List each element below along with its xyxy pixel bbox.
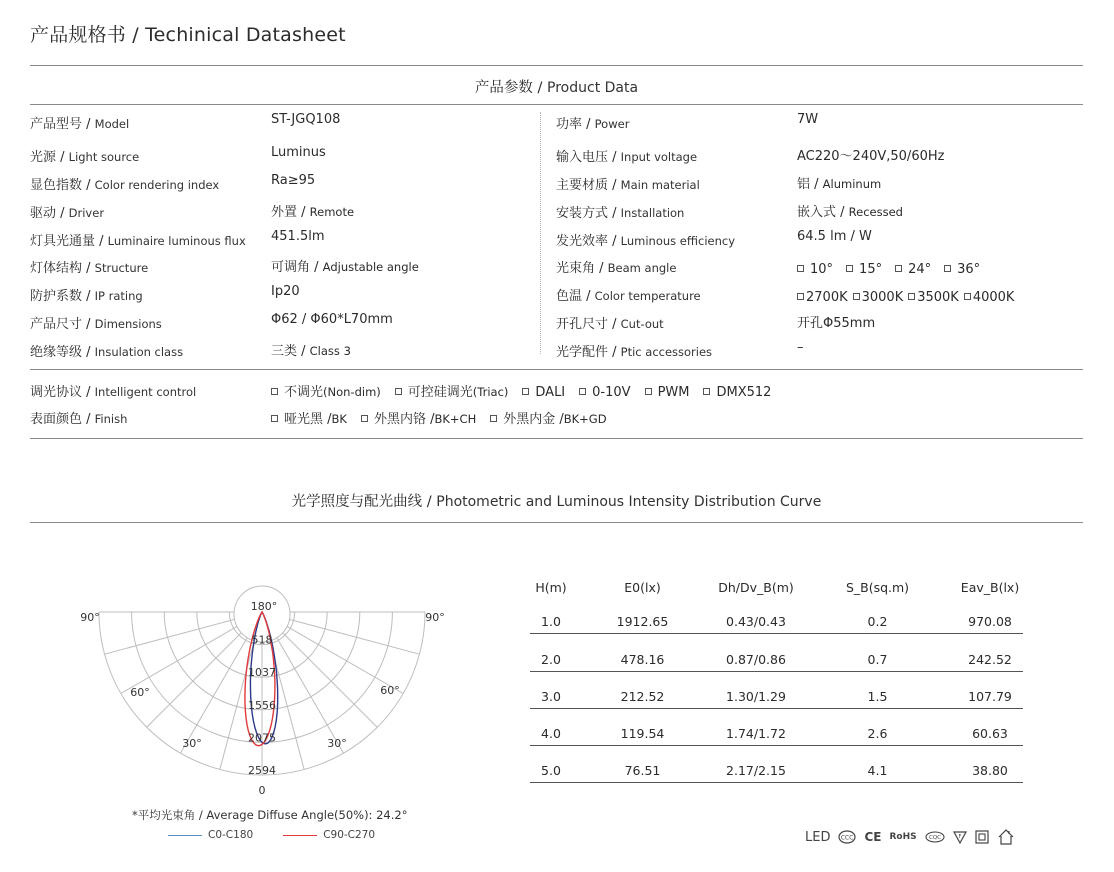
checkbox-icon	[361, 415, 368, 422]
table-cell: 0.7	[867, 652, 888, 667]
checkbox-icon	[579, 388, 586, 395]
spec-value	[271, 173, 315, 188]
beam-angle-option[interactable]	[944, 262, 980, 277]
cqc-icon	[925, 831, 945, 843]
divider	[30, 438, 1083, 439]
finish-option[interactable]	[361, 408, 476, 427]
table-cell: 242.52	[968, 652, 1012, 667]
product-data-heading-en: Product Data	[547, 80, 639, 96]
angle-label-90-right: 90°	[425, 611, 445, 624]
svg-text:F: F	[958, 833, 962, 840]
table-header-cell: Eav_B(lx)	[960, 580, 1020, 595]
polar-grid	[99, 586, 425, 775]
spec-value	[797, 340, 804, 355]
spec-label-cn: 主要材质 /	[556, 178, 621, 193]
control-option-en: DALI	[535, 385, 566, 400]
finish-label-en: Finish	[94, 412, 128, 426]
checkbox-icon	[271, 415, 278, 422]
svg-text:CCC: CCC	[841, 834, 854, 842]
checkbox-icon	[853, 293, 860, 300]
checkbox-icon	[944, 265, 951, 272]
spec-label-en: Dimensions	[94, 317, 162, 331]
table-cell: 60.63	[972, 726, 1008, 741]
spec-label-cn: 光学配件 /	[556, 345, 621, 360]
spec-label-cn: 灯体结构 /	[30, 261, 95, 276]
beam-angle-value: 10°	[810, 262, 834, 277]
table-cell: 3.0	[541, 689, 561, 704]
spec-value	[271, 201, 354, 220]
house-icon	[997, 829, 1015, 845]
table-cell: 1912.65	[616, 614, 669, 629]
control-option-en: PWM	[657, 385, 690, 400]
table-cell: 0.87/0.86	[726, 652, 786, 667]
spec-label	[556, 230, 735, 249]
spec-value-text: 7W	[797, 112, 819, 127]
spec-value-en: Aluminum	[822, 177, 882, 191]
angle-label-0: 0	[258, 784, 266, 797]
document-title: 产品规格书 / Techinical Datasheet	[30, 24, 346, 46]
divider	[30, 104, 1083, 105]
checkbox-icon	[271, 388, 278, 395]
spec-label-en: Beam angle	[607, 261, 677, 275]
angle-label-90-left: 90°	[80, 611, 100, 624]
divider	[30, 65, 1083, 66]
table-cell: 2.0	[541, 652, 561, 667]
beam-angle-value: 15°	[859, 262, 883, 277]
control-option-en: DMX512	[716, 385, 772, 400]
legend-swatch	[168, 835, 202, 836]
divider	[30, 522, 1083, 523]
beam-angle-value: 24°	[908, 262, 932, 277]
color-temp-value: 3000K	[861, 290, 904, 305]
spec-value	[271, 284, 300, 299]
table-row	[530, 614, 1023, 634]
legend-label: C90-C270	[323, 829, 376, 841]
spec-label-en: Cut-out	[620, 317, 664, 331]
finish-option-cn: 哑光黑 /	[284, 412, 332, 427]
finish-label-cn: 表面颜色 /	[30, 412, 95, 427]
color-temp-option[interactable]	[964, 290, 1015, 305]
table-cell: 478.16	[620, 652, 665, 667]
spec-label-en: Installation	[620, 206, 685, 220]
spec-label	[556, 341, 712, 360]
finish-option[interactable]	[271, 408, 347, 427]
spec-label	[30, 341, 183, 360]
spec-label	[556, 202, 684, 221]
spec-value-cn: 外置 /	[271, 205, 310, 220]
spec-label-cn: 显色指数 /	[30, 178, 95, 193]
beam-angle-value: 36°	[957, 262, 981, 277]
legend-item	[283, 829, 375, 841]
spec-value-en: Adjustable angle	[322, 260, 419, 274]
spec-label-cn: 绝缘等级 /	[30, 345, 95, 360]
ce-icon: CE	[864, 830, 882, 844]
table-cell: 4.0	[541, 726, 561, 741]
certification-marks	[805, 829, 1023, 845]
angle-label-60-left: 60°	[130, 686, 150, 699]
table-cell: 107.79	[968, 689, 1012, 704]
checkbox-icon	[846, 265, 853, 272]
spec-label-cn: 开孔尺寸 /	[556, 317, 621, 332]
spec-label	[30, 146, 139, 165]
spec-label	[556, 257, 676, 276]
control-option-cn: 可控硅调光	[407, 385, 473, 400]
spec-label	[30, 113, 129, 132]
color-temp-value: 2700K	[806, 290, 848, 305]
table-cell: 119.54	[620, 726, 665, 741]
spec-label-en: Ptic accessories	[620, 345, 713, 359]
color-temp-value: 4000K	[972, 290, 1015, 305]
led-mark: LED	[805, 829, 831, 845]
finish-option-cn: 外黑内铬 /	[373, 412, 435, 427]
spec-label-en: Luminous efficiency	[620, 234, 736, 248]
spec-value-cn: 可调角 /	[271, 260, 323, 275]
spec-label	[30, 313, 162, 332]
beam-angle-option[interactable]	[797, 262, 833, 277]
table-cell: 1.74/1.72	[726, 726, 786, 741]
control-label-en: Intelligent control	[94, 385, 197, 399]
table-cell: 2.6	[867, 726, 888, 741]
control-option[interactable]	[703, 385, 771, 400]
table-header-cell: H(m)	[535, 580, 567, 595]
beam-angle-option[interactable]	[895, 262, 931, 277]
control-option[interactable]	[271, 381, 381, 400]
spec-label-cn: 发光效率 /	[556, 234, 621, 249]
spec-label-cn: 光源 /	[30, 150, 69, 165]
checkbox-icon	[908, 293, 915, 300]
spec-label-cn: 驱动 /	[30, 206, 69, 221]
spec-value	[271, 145, 326, 160]
checkbox-icon	[797, 293, 804, 300]
color-temp-value: 3500K	[917, 290, 959, 305]
spec-label-en: IP rating	[94, 289, 143, 303]
spec-value	[797, 173, 881, 192]
table-cell: 2.17/2.15	[726, 763, 786, 778]
table-cell: 1.0	[541, 614, 561, 629]
table-cell: 970.08	[968, 614, 1012, 629]
finish-option[interactable]	[490, 408, 606, 427]
color-temp-option[interactable]	[853, 290, 904, 305]
spec-label-en: Driver	[68, 206, 105, 220]
spec-value	[797, 145, 944, 164]
spec-value-text: –	[797, 340, 804, 355]
spec-label-cn: 产品尺寸 /	[30, 317, 95, 332]
spec-value-cn: 三类 /	[271, 344, 310, 359]
finish-options	[271, 408, 621, 427]
spec-value-cn: 铝 /	[797, 177, 823, 192]
color-temp-option[interactable]	[908, 290, 959, 305]
table-cell: 4.1	[867, 763, 888, 778]
spec-value	[797, 201, 903, 220]
spec-value-text: Φ62 / Φ60*L70mm	[271, 312, 393, 327]
spec-value-text: ST-JGQ108	[271, 112, 341, 127]
spec-value	[271, 340, 351, 359]
control-label	[30, 381, 196, 400]
spec-value-cn: 嵌入式 /	[797, 205, 849, 220]
spec-label-cn: 防护系数 /	[30, 289, 95, 304]
angle-label-30-right: 30°	[327, 737, 347, 750]
spec-value-en: Recessed	[848, 205, 903, 219]
triangle-mark-icon	[953, 831, 967, 844]
color-temp-option[interactable]	[797, 290, 848, 305]
table-cell: 38.80	[972, 763, 1008, 778]
finish-option-en: BK	[331, 412, 347, 426]
table-cell: 212.52	[620, 689, 665, 704]
finish-option-en: BK+CH	[434, 412, 477, 426]
photometric-heading-cn: 光学照度与配光曲线 /	[291, 494, 437, 510]
spec-label-cn: 功率 /	[556, 117, 595, 132]
table-header-cell: E0(lx)	[624, 580, 661, 595]
table-header-cell: Dh/Dv_B(m)	[718, 580, 794, 595]
table-row	[530, 689, 1023, 709]
product-data-heading-cn: 产品参数 /	[474, 80, 548, 96]
table-row	[530, 763, 1023, 783]
spec-label	[30, 174, 219, 193]
product-data-heading	[30, 76, 1083, 97]
checkbox-icon	[964, 293, 971, 300]
spec-label-cn: 灯具光通量 /	[30, 234, 108, 249]
angle-label-180: 180°	[250, 600, 278, 613]
control-option-cn: 不调光	[284, 385, 324, 400]
control-option[interactable]	[395, 381, 509, 400]
spec-label-en: Color temperature	[594, 289, 701, 303]
spec-value-text: Ip20	[271, 284, 300, 299]
spec-value-text: 451.5lm	[271, 229, 325, 244]
rohs-icon: RoHS	[889, 832, 917, 842]
spec-value-text: Luminus	[271, 145, 326, 160]
spec-label-en: Main material	[620, 178, 700, 192]
spec-label	[556, 174, 700, 193]
table-row	[530, 652, 1023, 672]
spec-label	[30, 230, 246, 249]
spec-label-en: Structure	[94, 261, 149, 275]
spec-label	[30, 285, 143, 304]
radial-label: 518	[251, 633, 273, 647]
spec-label	[556, 313, 664, 332]
finish-label	[30, 408, 127, 427]
checkbox-icon	[522, 388, 529, 395]
table-cell: 0.2	[867, 614, 888, 629]
checkbox-icon	[490, 415, 497, 422]
beam-angle-caption: *平均光束角 / Average Diffuse Angle(50%): 24.2°	[132, 808, 408, 822]
spec-value-text: AC220～240V,50/60Hz	[797, 149, 945, 164]
spec-label-en: Input voltage	[620, 150, 698, 164]
legend-label: C0-C180	[208, 829, 254, 841]
control-option-en: (Triac)	[472, 385, 509, 399]
finish-option-en: BK+GD	[563, 412, 607, 426]
spec-label-en: Power	[594, 117, 630, 131]
beam-angle-option[interactable]	[846, 262, 882, 277]
control-option-en: (Non-dim)	[323, 385, 381, 399]
spec-label	[30, 257, 148, 276]
class-ii-icon	[975, 830, 989, 844]
spec-value-text: 开孔Φ55mm	[797, 316, 876, 331]
table-cell: 5.0	[541, 763, 561, 778]
spec-value	[271, 256, 419, 275]
legend-item	[168, 829, 253, 841]
spec-label	[556, 146, 697, 165]
spec-label-cn: 输入电压 /	[556, 150, 621, 165]
table-row	[530, 726, 1023, 746]
table-cell: 0.43/0.43	[726, 614, 786, 629]
color-temp-options	[797, 290, 1019, 305]
control-label-cn: 调光协议 /	[30, 385, 95, 400]
spec-label-en: Light source	[68, 150, 140, 164]
control-option[interactable]	[645, 385, 690, 400]
svg-text:CQC: CQC	[928, 835, 941, 842]
legend-swatch	[283, 835, 317, 836]
radial-label: 2075	[248, 731, 276, 745]
spec-label-cn: 色温 /	[556, 289, 595, 304]
spec-label-cn: 光束角 /	[556, 261, 608, 276]
spec-label-en: Insulation class	[94, 345, 184, 359]
spec-label-en: Luminaire luminous flux	[107, 234, 246, 248]
checkbox-icon	[703, 388, 710, 395]
finish-option-cn: 外黑内金 /	[503, 412, 564, 427]
radial-label: 1037	[248, 666, 276, 680]
photometric-heading-en: Photometric and Luminous Intensity Distribution Curve	[436, 494, 822, 510]
spec-label	[556, 113, 629, 132]
spec-value-en: Class 3	[309, 344, 351, 358]
chart-legend	[168, 829, 405, 841]
divider	[30, 369, 1083, 370]
spec-label-en: Model	[94, 117, 130, 131]
control-option[interactable]	[579, 385, 630, 400]
radial-label: 1556	[248, 698, 276, 712]
polar-distribution-chart	[75, 575, 450, 805]
spec-label	[556, 285, 701, 304]
spec-value	[797, 229, 872, 244]
checkbox-icon	[645, 388, 652, 395]
photometric-heading	[30, 490, 1083, 511]
radial-label: 2594	[248, 764, 276, 777]
spec-value-text: Ra≥95	[271, 173, 316, 188]
spec-value-en: Remote	[309, 205, 355, 219]
control-option[interactable]	[522, 385, 565, 400]
ccc-icon	[838, 830, 856, 844]
spec-value	[797, 312, 875, 331]
angle-label-30-left: 30°	[182, 737, 202, 750]
checkbox-icon	[797, 265, 804, 272]
checkbox-icon	[395, 388, 402, 395]
spec-label-cn: 产品型号 /	[30, 117, 95, 132]
spec-value	[271, 312, 393, 327]
angle-label-60-right: 60°	[380, 684, 400, 697]
spec-label-cn: 安装方式 /	[556, 206, 621, 221]
table-cell: 76.51	[624, 763, 661, 778]
table-cell: 1.5	[867, 689, 888, 704]
spec-value	[271, 112, 340, 127]
column-separator	[540, 112, 541, 354]
spec-value	[271, 229, 325, 244]
spec-value	[797, 112, 818, 127]
spec-label-en: Color rendering index	[94, 178, 220, 192]
beam-angle-options	[797, 262, 993, 277]
spec-value-text: 64.5 lm / W	[797, 229, 872, 244]
table-cell: 1.30/1.29	[726, 689, 786, 704]
control-option-en: 0-10V	[592, 385, 631, 400]
spec-label	[30, 202, 104, 221]
control-options	[271, 381, 785, 400]
table-header-cell: S_B(sq.m)	[845, 580, 910, 595]
checkbox-icon	[895, 265, 902, 272]
